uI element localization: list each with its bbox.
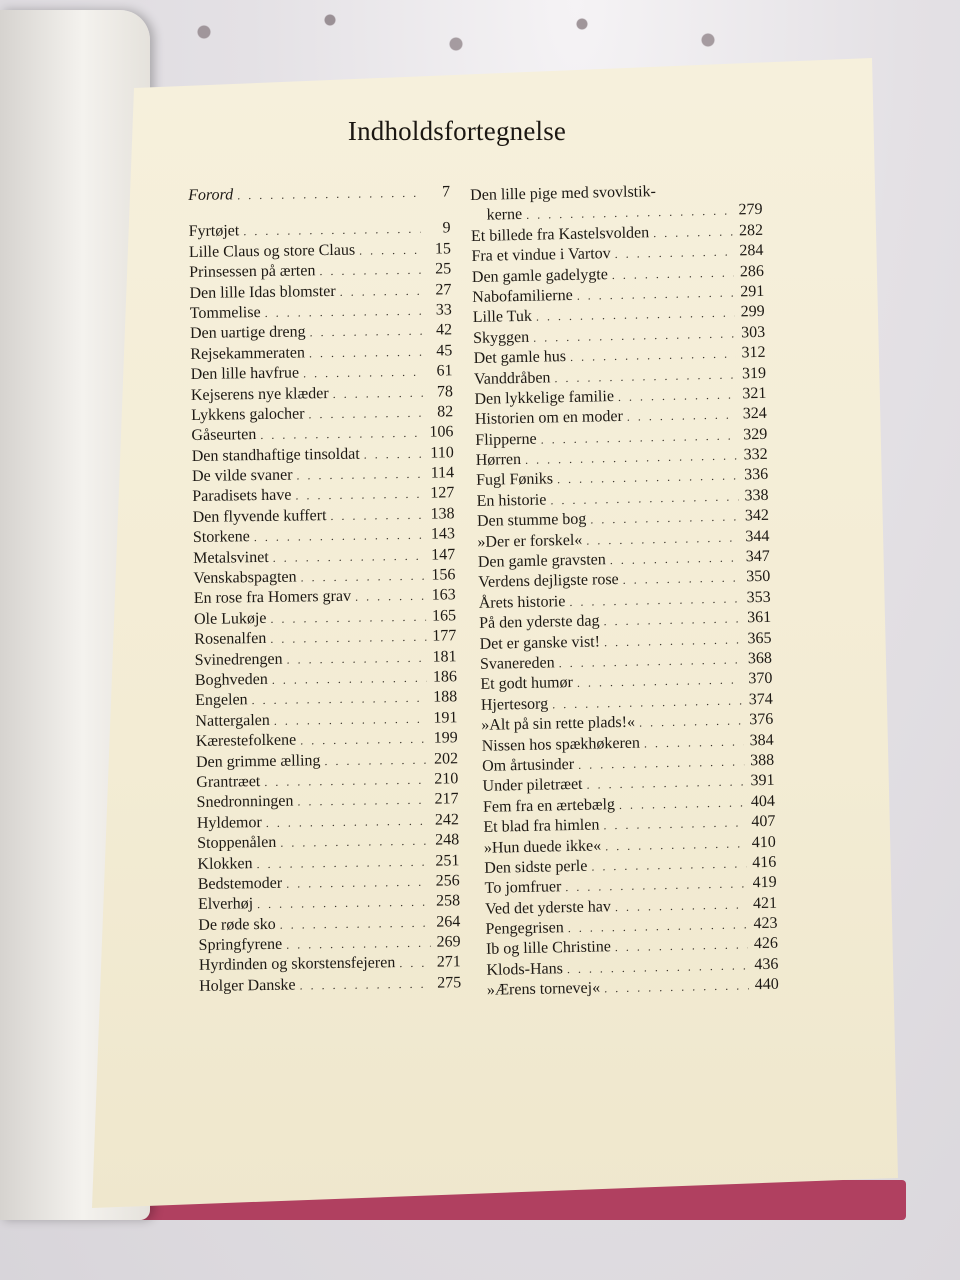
toc-dot-leader bbox=[604, 976, 749, 999]
toc-entry-page: 177 bbox=[432, 627, 457, 645]
toc-entry-page: 419 bbox=[752, 874, 777, 892]
toc-entry-page: 61 bbox=[436, 362, 453, 380]
toc-entry-page: 33 bbox=[435, 301, 452, 319]
toc-entry-title: Rosenalfen bbox=[194, 630, 267, 649]
toc-entry-page: 368 bbox=[747, 649, 773, 668]
toc-entry-page: 329 bbox=[743, 425, 768, 444]
toc-entry-page: 275 bbox=[437, 974, 462, 992]
toc-entry-page: 114 bbox=[430, 464, 455, 482]
toc-entry-page: 388 bbox=[749, 751, 775, 770]
toc-entry-page: 78 bbox=[436, 382, 454, 401]
toc-dot-leader bbox=[586, 772, 744, 795]
toc-entry-title: Ved det yderste hav bbox=[484, 897, 612, 918]
toc-dot-leader bbox=[256, 851, 429, 873]
toc-dot-leader bbox=[264, 770, 428, 792]
toc-entry-page: 421 bbox=[752, 894, 778, 912]
toc-dot-leader bbox=[270, 607, 426, 629]
toc-dot-leader bbox=[308, 403, 423, 425]
toc-dot-leader bbox=[297, 790, 428, 812]
toc-entry-title: Historien om en moder bbox=[474, 408, 624, 429]
toc-entry-title: Lykkens galocher bbox=[191, 405, 305, 424]
toc-entry-page: 374 bbox=[748, 690, 773, 709]
toc-entry-page: 271 bbox=[436, 953, 461, 972]
toc-entry-title: Fyrtøjet bbox=[188, 222, 240, 241]
toc-entry-title: Klokken bbox=[197, 854, 253, 873]
toc-entry-title: Den stumme bog bbox=[476, 510, 587, 531]
toc-entry-title: Hyldemor bbox=[196, 813, 262, 832]
toc-dot-leader bbox=[610, 547, 740, 570]
toc-dot-leader bbox=[622, 568, 740, 590]
toc-dot-leader bbox=[614, 242, 733, 264]
toc-entry-page: 410 bbox=[751, 833, 776, 851]
toc-dot-leader bbox=[615, 894, 748, 917]
toc-dot-leader bbox=[300, 729, 428, 751]
toc-dot-leader bbox=[251, 688, 427, 710]
toc-entry-page: 407 bbox=[751, 812, 776, 831]
toc-entry-title: Ole Lukøje bbox=[193, 609, 267, 628]
toc-entry-title: To jomfruer bbox=[484, 878, 562, 898]
toc-entry-title: Fem fra en ærtebælg bbox=[482, 795, 616, 816]
toc-entry-title: Nissen hos spækhøkeren bbox=[481, 734, 641, 755]
toc-entry-page: 202 bbox=[433, 749, 459, 768]
toc-entry-title: Nabofamilierne bbox=[472, 286, 573, 306]
toc-entry-page: 423 bbox=[753, 914, 778, 933]
toc-dot-leader bbox=[618, 384, 737, 406]
toc-entry-title: Kærestefolkene bbox=[195, 731, 297, 751]
toc-dot-leader bbox=[330, 505, 424, 526]
toc-entry-title: Grantræet bbox=[196, 772, 261, 791]
toc-entry-title: Den gamle gravsten bbox=[477, 551, 606, 571]
toc-entry-title-line2: kerne bbox=[486, 206, 523, 225]
toc-entry-title: De røde sko bbox=[198, 915, 276, 934]
toc-entry-page: 286 bbox=[739, 262, 765, 280]
toc-dot-leader bbox=[286, 872, 430, 894]
toc-entry-title: Lille Tuk bbox=[472, 308, 533, 327]
toc-dot-leader bbox=[319, 260, 421, 281]
toc-entry-page: 350 bbox=[746, 568, 771, 586]
toc-entry-title: Springfyrene bbox=[198, 935, 283, 954]
toc-entry-page: 163 bbox=[431, 586, 456, 605]
toc-entry-page: 106 bbox=[429, 423, 454, 441]
toc-entry-page: 416 bbox=[752, 853, 777, 872]
toc-entry-title: De vilde svaner bbox=[191, 466, 293, 486]
toc-entry-page: 336 bbox=[743, 466, 769, 484]
toc-entry-title: Nattergalen bbox=[195, 711, 270, 730]
toc-entry-title: »Der er forskel« bbox=[477, 531, 583, 551]
toc-entry-title: Pengegrisen bbox=[485, 919, 564, 938]
toc-entry-page: 264 bbox=[436, 912, 461, 931]
toc-entry-page: 242 bbox=[434, 810, 459, 829]
toc-dot-leader bbox=[603, 812, 745, 835]
toc-dot-leader bbox=[309, 321, 422, 343]
toc-entry-page: 279 bbox=[738, 201, 763, 219]
toc-entry-page: 9 bbox=[442, 219, 451, 237]
page-title: Indholdsfortegnelse bbox=[347, 116, 567, 146]
toc-dot-leader bbox=[243, 219, 421, 241]
toc-entry-title: En historie bbox=[476, 491, 547, 510]
toc-entry-title: Gåseurten bbox=[191, 426, 257, 445]
toc-dot-leader bbox=[254, 525, 425, 547]
toc-entry-title: Den grimme ælling bbox=[195, 751, 321, 771]
toc-entry-page: 45 bbox=[436, 342, 453, 360]
toc-entry-title: Lille Claus og store Claus bbox=[188, 241, 356, 261]
toc-entry-page: 426 bbox=[753, 935, 779, 953]
toc-entry-title: Snedronningen bbox=[196, 792, 294, 812]
toc-entry-title: Fra et vindue i Vartov bbox=[471, 245, 611, 266]
toc-dot-leader bbox=[340, 280, 422, 301]
toc-entry-page: 248 bbox=[435, 831, 460, 849]
toc-entry-title: Den flyvende kuffert bbox=[192, 506, 327, 526]
toc-dot-leader bbox=[257, 892, 430, 914]
toc-dot-leader bbox=[355, 586, 426, 607]
toc-entry-page: 282 bbox=[738, 221, 764, 240]
toc-entry-title: Det gamle hus bbox=[473, 348, 567, 368]
toc-entry-title: Vanddråben bbox=[473, 368, 551, 388]
toc-entry-page: 7 bbox=[441, 183, 451, 201]
toc-entry-page: 188 bbox=[433, 688, 458, 707]
toc-right-column bbox=[470, 180, 779, 1002]
toc-dot-leader bbox=[590, 507, 739, 530]
toc-entry-page: 332 bbox=[743, 445, 768, 464]
toc-entry-title: Den standhaftige tinsoldat bbox=[191, 445, 360, 465]
toc-entry-title: Svinedrengen bbox=[194, 650, 283, 669]
toc-entry-title-line1: Den lille pige med svovlstik- bbox=[470, 183, 657, 204]
toc-entry-title: Om årtusinder bbox=[481, 755, 575, 775]
toc-dot-leader bbox=[265, 301, 422, 323]
toc-dot-leader bbox=[296, 464, 424, 486]
toc-dot-leader bbox=[603, 609, 741, 632]
toc-entry-title: Den lille havfrue bbox=[190, 364, 300, 384]
toc-dot-leader bbox=[286, 647, 426, 669]
toc-entry-title: Rejsekammeraten bbox=[190, 344, 306, 363]
toc-entry-title: Den lille Idas blomster bbox=[189, 282, 336, 302]
toc-entry-page: 147 bbox=[431, 545, 456, 564]
toc-entry-page: 303 bbox=[740, 323, 766, 342]
toc-dot-leader bbox=[295, 484, 424, 506]
toc-dot-leader bbox=[604, 629, 742, 652]
toc-entry-title: Årets historie bbox=[478, 592, 566, 612]
toc-left-column bbox=[188, 182, 461, 997]
toc-dot-leader bbox=[644, 731, 744, 753]
toc-entry-page: 251 bbox=[435, 851, 460, 870]
toc-entry-title: Under piletræet bbox=[482, 776, 583, 796]
toc-entry-page: 191 bbox=[433, 709, 458, 727]
toc-entry-page: 384 bbox=[749, 731, 774, 749]
toc-entry-page: 210 bbox=[434, 770, 459, 788]
toc-entry-title: Et godt humør bbox=[480, 674, 574, 694]
toc-entry-page: 181 bbox=[432, 647, 457, 666]
toc-entry-title: Hjertesorg bbox=[480, 695, 549, 714]
toc-entry-page: 353 bbox=[746, 588, 771, 607]
toc-entry-page: 256 bbox=[435, 872, 460, 890]
toc-entry-title: Kejserens nye klæder bbox=[190, 384, 329, 404]
toc-dot-leader bbox=[280, 831, 429, 853]
toc-entry-title: Den gamle gadelygte bbox=[471, 265, 609, 286]
toc-entry-title: Paradisets have bbox=[192, 487, 292, 506]
toc-entry-title: En rose fra Homers grav bbox=[193, 588, 352, 608]
toc-dot-leader bbox=[279, 912, 430, 934]
toc-entry-title: På den yderste dag bbox=[478, 612, 600, 633]
toc-entry-page: 165 bbox=[431, 607, 457, 625]
toc-dot-leader bbox=[605, 833, 746, 856]
toc-entry-page: 376 bbox=[749, 710, 774, 729]
toc-dot-leader bbox=[266, 810, 429, 832]
toc-entry-title: »Hun duede ikke« bbox=[483, 836, 602, 857]
toc-entry-multiline bbox=[470, 180, 763, 227]
toc-entry-page: 436 bbox=[754, 955, 779, 974]
toc-dot-leader bbox=[359, 240, 421, 261]
toc-entry-title: Verdens dejligste rose bbox=[478, 571, 619, 592]
toc-dot-leader bbox=[273, 545, 426, 567]
toc-dot-leader bbox=[272, 668, 427, 690]
toc-entry-page: 138 bbox=[430, 505, 455, 523]
toc-dot-leader bbox=[270, 627, 426, 649]
toc-entry-page: 156 bbox=[431, 566, 456, 584]
toc-entry-title: Elverhøj bbox=[197, 895, 254, 914]
toc-entry-page: 284 bbox=[739, 242, 764, 260]
toc-entry-title: Et billede fra Kastelsvolden bbox=[470, 224, 650, 245]
toc-entry-title: Det er ganske vist! bbox=[479, 632, 601, 653]
toc-entry-page: 27 bbox=[435, 280, 452, 299]
toc-entry-page: 25 bbox=[435, 260, 452, 278]
toc-dot-leader bbox=[399, 953, 431, 973]
toc-entry-page: 312 bbox=[741, 343, 766, 362]
toc-entry-page: 217 bbox=[434, 790, 459, 808]
toc-entry-page: 143 bbox=[430, 525, 456, 543]
toc-entry-page: 321 bbox=[742, 384, 767, 403]
toc-entry-title: »Ærens tornevej« bbox=[486, 979, 601, 1000]
toc-entry-page: 347 bbox=[745, 547, 770, 566]
toc-dot-leader bbox=[591, 853, 746, 876]
toc-entry-page: 299 bbox=[740, 303, 765, 321]
toc-dot-leader bbox=[639, 711, 744, 733]
toc-entry-title: Metalsvinet bbox=[193, 548, 269, 567]
toc-dot-leader bbox=[333, 382, 424, 403]
toc-entry-page: 110 bbox=[430, 444, 454, 462]
toc-dot-leader bbox=[237, 183, 420, 206]
toc-dot-leader bbox=[586, 527, 740, 550]
toc-entry-page: 370 bbox=[748, 670, 773, 688]
toc-entry-title: Hørren bbox=[475, 451, 522, 470]
toc-entry-title: Den uartige dreng bbox=[189, 323, 306, 343]
toc-entry-title: Fugl Føniks bbox=[475, 470, 554, 490]
toc-dot-leader bbox=[612, 262, 734, 285]
toc-entry-title: Forord bbox=[188, 186, 234, 204]
toc-entry-title: Boghveden bbox=[194, 670, 268, 689]
toc-dot-leader bbox=[577, 282, 735, 305]
toc-dot-leader bbox=[619, 792, 745, 815]
toc-entry-page: 186 bbox=[432, 668, 457, 686]
toc-dot-leader bbox=[286, 933, 431, 955]
toc-entry-page: 404 bbox=[750, 792, 776, 810]
toc-dot-leader bbox=[309, 341, 423, 363]
toc-entry bbox=[199, 973, 461, 997]
toc-entry-page: 82 bbox=[437, 403, 454, 421]
toc-dot-leader bbox=[299, 974, 431, 996]
toc-entry-title: Hyrdinden og skorstensfejeren bbox=[198, 954, 396, 975]
toc-entry-page: 361 bbox=[746, 608, 772, 627]
toc-entry-page: 15 bbox=[434, 240, 452, 258]
toc-entry-title: Storkene bbox=[192, 528, 250, 547]
toc-entry-title: Stoppenålen bbox=[197, 833, 277, 853]
toc-dot-leader bbox=[260, 423, 423, 445]
toc-entry-page: 258 bbox=[435, 892, 461, 910]
toc-entry-page: 319 bbox=[741, 364, 767, 382]
toc-entry-page: 342 bbox=[744, 507, 770, 525]
toc-entry-title: Klods-Hans bbox=[486, 960, 564, 979]
toc-entry-title: Bedstemoder bbox=[197, 874, 283, 893]
toc-entry-page: 269 bbox=[436, 933, 461, 951]
toc-entry-page: 199 bbox=[433, 729, 458, 747]
toc-entry-page: 127 bbox=[430, 484, 455, 503]
toc-dot-leader bbox=[324, 749, 428, 770]
toc-entry-title: Prinsessen på ærten bbox=[189, 262, 316, 282]
toc-entry-page: 42 bbox=[435, 321, 453, 339]
toc-entry-title: Den sidste perle bbox=[484, 857, 588, 877]
toc-entry-page: 440 bbox=[754, 975, 779, 994]
toc-dot-leader bbox=[303, 362, 423, 384]
toc-entry-title: Ib og lille Christine bbox=[485, 938, 612, 959]
toc-dot-leader bbox=[274, 708, 428, 730]
toc-entry-title: Holger Danske bbox=[199, 976, 296, 995]
toc-entry-title: »Alt på sin rette plads!« bbox=[481, 713, 636, 735]
toc-entry-page: 291 bbox=[740, 282, 765, 301]
toc-dot-leader bbox=[615, 935, 749, 958]
toc-entry-page: 324 bbox=[742, 405, 768, 423]
toc-dot-leader bbox=[364, 443, 424, 464]
toc-entry-page: 344 bbox=[745, 527, 770, 545]
toc-dot-leader bbox=[627, 405, 737, 427]
toc-entry-title: Et blad fra himlen bbox=[483, 816, 600, 836]
toc-entry-page: 391 bbox=[750, 772, 775, 790]
toc-entry-title: Den lykkelige familie bbox=[474, 387, 615, 408]
toc-entry-title: Flipperne bbox=[475, 430, 537, 449]
toc-entry-page: 365 bbox=[747, 629, 772, 647]
toc-entry-title: Tommelise bbox=[189, 303, 261, 322]
toc-entry-page: 338 bbox=[744, 486, 769, 505]
toc-entry-title: Engelen bbox=[195, 691, 248, 710]
toc-entry-title: Svanereden bbox=[479, 654, 555, 673]
toc-entry-title: Skyggen bbox=[473, 328, 530, 347]
toc-dot-leader bbox=[300, 566, 425, 588]
toc-entry bbox=[188, 182, 450, 206]
toc-dot-leader bbox=[653, 221, 733, 243]
toc-entry-title: Venskabspagten bbox=[193, 568, 297, 587]
